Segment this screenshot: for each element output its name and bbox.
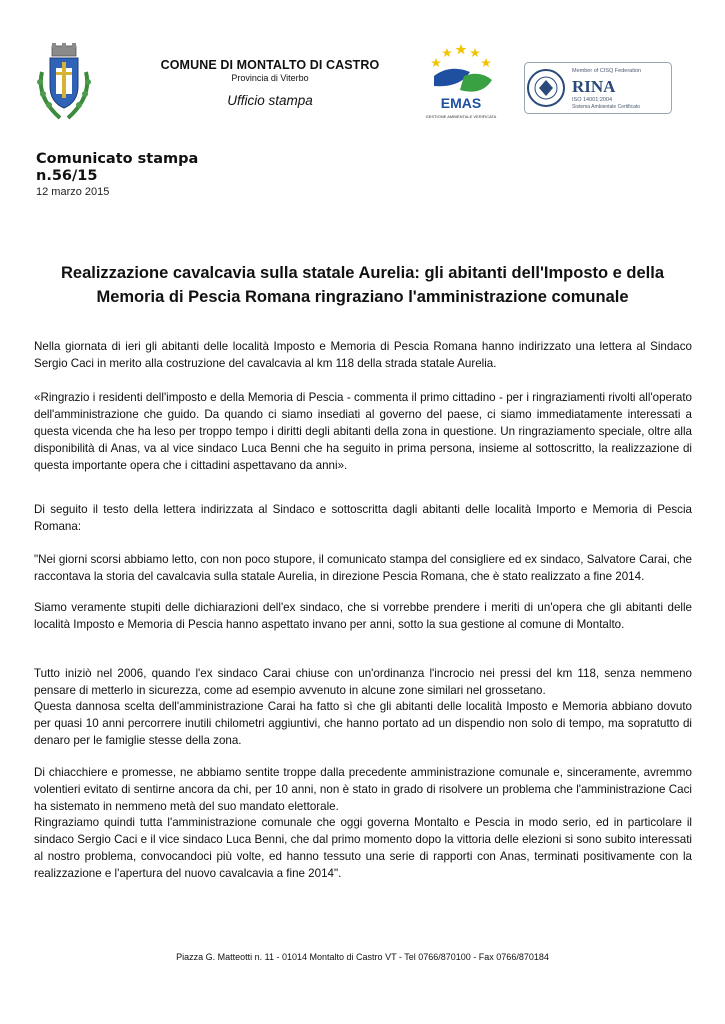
press-release-title	[36, 151, 198, 185]
emas-small-text: GESTIONE AMBIENTALE VERIFICATA	[425, 114, 497, 119]
municipal-crest-icon	[34, 42, 94, 122]
press-release-date: 12 marzo 2015	[36, 186, 110, 198]
body-paragraph-3: Di seguito il testo della lettera indirizzata al Sindaco e sottoscritta dagli abitanti delle località Importo e Memoria di Pescia Romana:	[34, 503, 692, 533]
municipality-name: COMUNE DI MONTALTO DI CASTRO	[160, 58, 380, 72]
footer-address: Piazza G. Matteotti n. 11 - 01014 Montalto di Castro VT - Tel 0766/870100 - Fax 0766/870184	[176, 952, 549, 962]
headline	[24, 261, 701, 309]
office-name: Ufficio stampa	[227, 93, 313, 108]
headline-line-1: Realizzazione cavalcavia sulla statale Aurelia: gli abitanti dell'Imposto e della	[60, 264, 665, 282]
body-paragraph-5: Siamo veramente stupiti delle dichiarazioni dell'ex sindaco, che si vorrebbe prendere i meriti di un'opera che gli abitanti delle località Imposto e Memoria di Pescia hanno aspettato invano per anni, sotto la sua gestione al comune di Montalto.	[34, 601, 692, 631]
rina-iso-text: ISO 14001:2004	[572, 97, 613, 103]
body-paragraph-1: Nella giornata di ieri gli abitanti delle località Imposto e Memoria di Pescia Romana hanno indirizzato una lettera al Sindaco Sergio Caci in merito alla costruzione del cavalcavia al km 118 della strada statale Aurelia.	[34, 340, 692, 370]
municipality-header	[130, 58, 410, 108]
body-paragraph-7: Questa dannosa scelta dell'amministrazione Carai ha fatto sì che gli abitanti delle località Imposto e Memoria abbiano dovuto per quasi 10 anni percorrere inutili chilometri aggiuntivi, che hanno portato ad un dispendio non solo di tempo, ma sopratutto di denaro per le famiglie stesse della zona.	[34, 700, 692, 747]
province-name: Provincia di Viterbo	[231, 73, 309, 83]
rina-certification-logo-icon	[524, 62, 672, 114]
body-paragraph-8: Di chiacchiere e promesse, ne abbiamo sentite troppe dalla precedente amministrazione comunale e, sinceramente, avremmo volentieri evitato di sentirne ancora da chi, per 10 anni, non è stato in grado di risolvere un problema che l'amministrazione Caci ha sistemato in nemmeno metà del suo mandato elettorale.	[34, 766, 692, 813]
press-release-label: Comunicato stampa	[36, 151, 199, 167]
press-release-number: n.56/15	[36, 168, 98, 184]
rina-system-text: Sistema Ambientale Certificato	[572, 104, 641, 110]
emas-label: EMAS	[440, 95, 482, 111]
emas-logo-icon	[420, 42, 502, 132]
rina-cisq-text: Member of CISQ Federation	[572, 68, 642, 74]
body-paragraph-4: "Nei giorni scorsi abbiamo letto, con non poco stupore, il comunicato stampa del consigliere ed ex sindaco, Salvatore Carai, che raccontava la storia del cavalcavia sulla statale Aurelia, in direzione Pescia Romana, che è stato realizzato a fine 2014.	[34, 553, 692, 583]
rina-name: RINA	[572, 77, 616, 96]
body-paragraph-6: Tutto iniziò nel 2006, quando l'ex sindaco Carai chiuse con un'ordinanza l'incrocio nei pressi del km 118, senza nemmeno pensare di metterlo in sicurezza, come ad esempio avvenuto in alcune zone similari nel grossetano.	[34, 667, 692, 697]
body-paragraph-2: «Ringrazio i residenti dell'imposto e della Memoria di Pescia - commenta il primo cittadino - per i ringraziamenti rivolti all'operato dell'amministrazione che guido. Da quando ci siamo insediati al governo del paese, ci siamo immediatamente interessati a questa vicenda che ha leso per troppo tempo i diritti degli abitanti della zona in questione. Un ringraziamento speciale, oltre alla disponibilità di Anas, va al vice sindaco Luca Benni che ha seguito in prima persona, insieme al sottoscritto, la realizzazione di questa importante opera che i cittadini aspettavano da anni».	[34, 391, 692, 472]
headline-line-2: Memoria di Pescia Romana ringraziano l'amministrazione comunale	[96, 288, 629, 306]
body-paragraph-9: Ringraziamo quindi tutta l'amministrazione comunale che oggi governa Montalto e Pescia in modo serio, ed in particolare il sindaco Sergio Caci e il vice sindaco Luca Benni, che dal primo momento dopo la vittoria delle elezioni si sono subito interessati al nostro problema, convocandoci più volte, ed hanno tessuto una serie di rapporti con Anas, terminati positivamente con la realizzazione e l'apertura del nuovo cavalcavia a fine 2014".	[34, 816, 692, 880]
